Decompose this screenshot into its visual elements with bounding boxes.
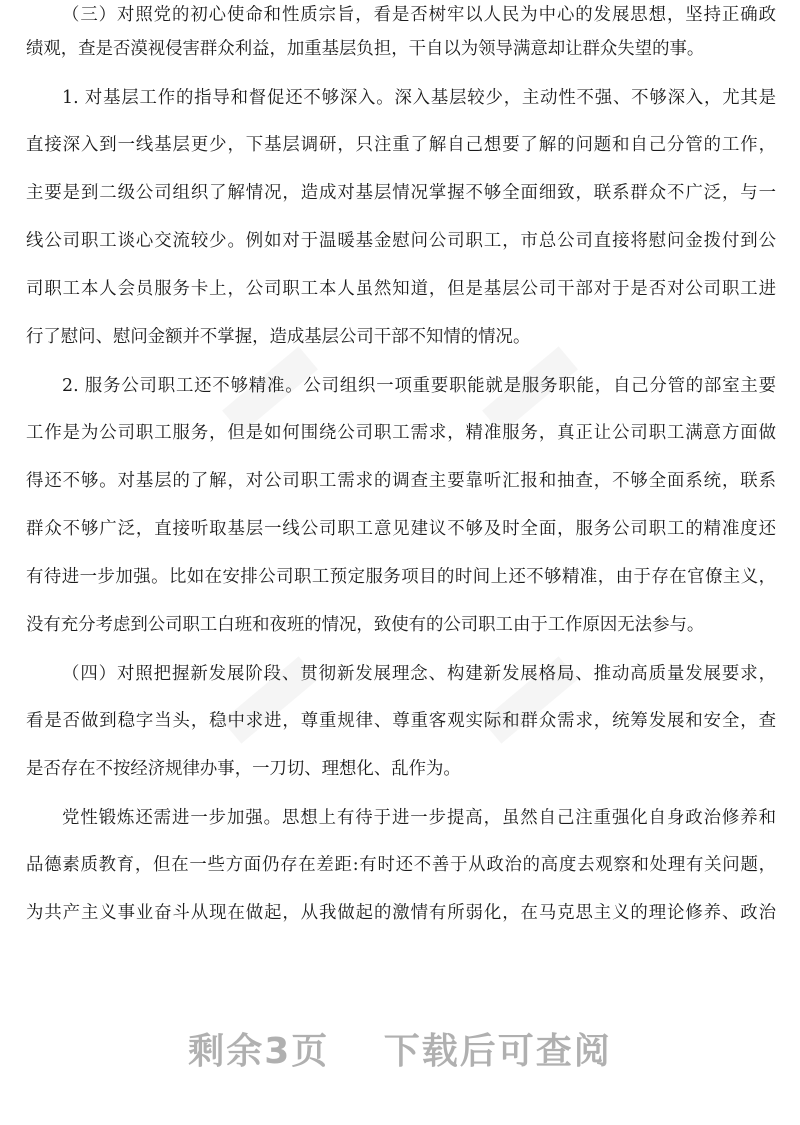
paragraph-line: 2. 服务公司职工还不够精准。公司组织一项重要职能就是服务职能，自己分管的部室主要: [62, 376, 776, 396]
paragraph-line: 行了慰问、慰问金额并不掌握，造成基层公司干部不知情的情况。: [26, 327, 531, 347]
paragraph-line: 是否存在不按经济规律办事，一刀切、理想化、乱作为。: [26, 759, 461, 779]
paragraph-line: 工作是为公司职工服务，但是如何围绕公司职工需求，精准服务，真正让公司职工满意方面做: [26, 423, 776, 443]
paragraph-line: （三）对照党的初心使命和性质宗旨，看是否树牢以人民为中心的发展思想，坚持正确政: [62, 5, 776, 25]
paragraph-line: 没有充分考虑到公司职工白班和夜班的情况，致使有的公司职工由于工作原因无法参与。: [26, 615, 705, 635]
paragraph-line: 党性锻炼还需进一步加强。思想上有待于进一步提高，虽然自己注重强化自身政治修养和: [62, 808, 776, 828]
remaining-pages-label: 剩余3页: [188, 1031, 330, 1072]
paragraph-line: 线公司职工谈心交流较少。例如对于温暖基金慰问公司职工，市总公司直接将慰问金拨付到公: [26, 231, 776, 251]
paragraph-line: （四）对照把握新发展阶段、贯彻新发展理念、构建新发展格局、推动高质量发展要求，: [62, 664, 776, 684]
paragraph-line: 得还不够。对基层的了解，对公司职工需求的调查主要靠听汇报和抽查，不够全面系统，联系: [26, 471, 776, 491]
paragraph-line: 品德素质教育，但在一些方面仍存在差距:有时还不善于从政治的高度去观察和处理有关问题，: [26, 855, 776, 875]
paragraph-line: 为共产主义事业奋斗从现在做起，从我做起的激情有所弱化，在马克思主义的理论修养、政治: [26, 903, 776, 923]
paragraph-line: 绩观，查是否漠视侵害群众利益，加重基层负担，干自以为领导满意却让群众失望的事。: [26, 39, 705, 59]
download-banner[interactable]: [0, 1028, 800, 1076]
paragraph-line: 有待进一步加强。比如在安排公司职工预定服务项目的时间上还不够精准，由于存在官僚主义，: [26, 567, 776, 587]
paragraph-line: 群众不够广泛，直接听取基层一线公司职工意见建议不够及时全面，服务公司职工的精准度还: [26, 519, 776, 539]
paragraph-line: 1. 对基层工作的指导和督促还不够深入。深入基层较少，主动性不强、不够深入，尤其是: [62, 88, 776, 108]
paragraph-line: 看是否做到稳字当头，稳中求进，尊重规律、尊重客观实际和群众需求，统筹发展和安全，查: [26, 711, 776, 731]
download-hint-label: 下载后可查阅: [383, 1031, 612, 1072]
paragraph-line: 主要是到二级公司组织了解情况，造成对基层情况掌握不够全面细致，联系群众不广泛，与一: [26, 183, 776, 203]
paragraph-line: 司职工本人会员服务卡上，公司职工本人虽然知道，但是基层公司干部对于是否对公司职工进: [26, 279, 776, 299]
paragraph-line: 直接深入到一线基层更少，下基层调研，只注重了解自己想要了解的问题和自己分管的工作，: [26, 135, 776, 155]
